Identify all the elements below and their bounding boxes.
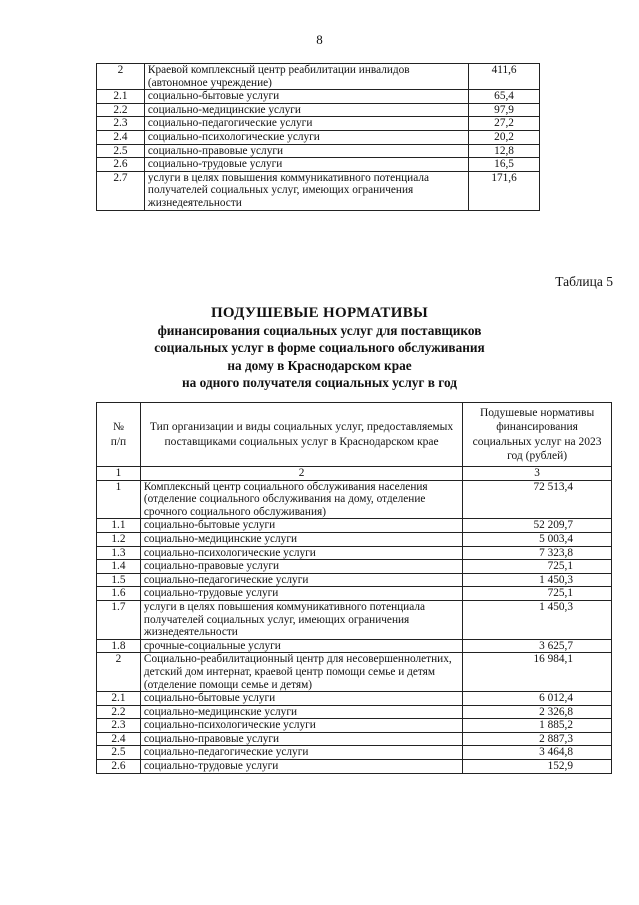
table-row: [97, 639, 612, 653]
row-name: социально-бытовые услуги: [140, 692, 462, 706]
header-type: Тип организации и виды социальных услуг, предоставляемых поставщиками социальных услуг в Краснодарском крае: [140, 403, 462, 467]
column-number: 2: [140, 467, 462, 481]
page-number: 8: [316, 32, 323, 47]
row-name: услуги в целях повышения коммуникативного потенциала получателей социальных услуг, имеющих ограничения жизнедеятельности: [144, 171, 468, 210]
row-name: социально-трудовые услуги: [140, 760, 462, 774]
row-name: социально-правовые услуги: [144, 144, 468, 158]
row-value: 152,9: [463, 760, 612, 774]
row-number: 2.6: [97, 158, 145, 172]
table-row: [97, 573, 612, 587]
table-row: [97, 144, 540, 158]
row-name: социально-психологические услуги: [140, 719, 462, 733]
row-name: Комплексный центр социального обслуживания населения (отделение социального обслуживания на дому, отделение срочного социального обслуживания): [140, 480, 462, 519]
row-number: 2.2: [97, 705, 141, 719]
column-number: 1: [97, 467, 141, 481]
row-number: 2.7: [97, 171, 145, 210]
header-row: [97, 403, 612, 467]
table-row: [97, 171, 540, 210]
row-name: социально-педагогические услуги: [144, 117, 468, 131]
row-value: 2 326,8: [463, 705, 612, 719]
row-number: 2.6: [97, 760, 141, 774]
table-row: [97, 653, 612, 692]
row-value: 6 012,4: [463, 692, 612, 706]
row-name: срочные-социальные услуги: [140, 639, 462, 653]
title-line-3: на дому в Краснодарском крае: [227, 357, 412, 373]
row-name: социально-бытовые услуги: [144, 90, 468, 104]
row-value: 5 003,4: [463, 532, 612, 546]
row-value: 2 887,3: [463, 732, 612, 746]
table-row: [97, 158, 540, 172]
row-value: 16 984,1: [463, 653, 612, 692]
row-value: 7 323,8: [463, 546, 612, 560]
row-number: 1.3: [97, 546, 141, 560]
row-value: 65,4: [469, 90, 540, 104]
table-row: [97, 746, 612, 760]
row-value: 411,6: [469, 64, 540, 90]
row-number: 1.5: [97, 573, 141, 587]
row-number: 2.1: [97, 90, 145, 104]
row-name: социально-бытовые услуги: [140, 519, 462, 533]
header-norm: Подушевые нормативы финансирования социальных услуг на 2023 год (рублей): [463, 403, 612, 467]
table-label: Таблица 5: [555, 274, 613, 289]
continued-table: [96, 63, 540, 211]
row-number: 2.4: [97, 732, 141, 746]
row-number: 1.7: [97, 600, 141, 639]
table-row: [97, 587, 612, 601]
row-value: 52 209,7: [463, 519, 612, 533]
row-number: 2.5: [97, 746, 141, 760]
table-row: [97, 600, 612, 639]
table-row: [97, 732, 612, 746]
table-row: [97, 130, 540, 144]
row-value: 3 464,8: [463, 746, 612, 760]
table-row: [97, 480, 612, 519]
row-name: социально-правовые услуги: [140, 732, 462, 746]
row-number: 2.2: [97, 103, 145, 117]
row-name: Краевой комплексный центр реабилитации инвалидов (автономное учреждение): [144, 64, 468, 90]
row-value: 1 885,2: [463, 719, 612, 733]
row-name: Социально-реабилитационный центр для несовершеннолетних, детский дом интернат, краевой центр помощи семье и детям (отделение помощи семье и детям): [140, 653, 462, 692]
row-name: социально-медицинские услуги: [140, 705, 462, 719]
row-name: социально-педагогические услуги: [140, 746, 462, 760]
title-line-1: финансирования социальных услуг для поставщиков: [157, 323, 482, 338]
norms-table: [96, 402, 612, 774]
row-value: 171,6: [469, 171, 540, 210]
row-number: 1: [97, 480, 141, 519]
title-line-2: социальных услуг в форме социального обслуживания: [154, 340, 485, 356]
row-number: 1.4: [97, 560, 141, 574]
row-value: 12,8: [469, 144, 540, 158]
row-number: 1.1: [97, 519, 141, 533]
table-row: [97, 692, 612, 706]
table-row: [97, 117, 540, 131]
row-value: 725,1: [463, 587, 612, 601]
table-row: [97, 90, 540, 104]
row-number: 2: [97, 64, 145, 90]
row-number: 2.4: [97, 130, 145, 144]
row-name: социально-трудовые услуги: [144, 158, 468, 172]
table-row: [97, 519, 612, 533]
row-number: 2.3: [97, 117, 145, 131]
row-value: 27,2: [469, 117, 540, 131]
title-main: ПОДУШЕВЫЕ НОРМАТИВЫ: [210, 305, 429, 321]
table-row: [97, 760, 612, 774]
row-name: услуги в целях повышения коммуникативного потенциала получателей социальных услуг, имеющих ограничения жизнедеятельности: [140, 600, 462, 639]
row-name: социально-педагогические услуги: [140, 573, 462, 587]
table-row: [97, 560, 612, 574]
table-row: [97, 64, 540, 90]
row-name: социально-трудовые услуги: [140, 587, 462, 601]
row-name: социально-медицинские услуги: [140, 532, 462, 546]
row-number: 2.1: [97, 692, 141, 706]
row-number: 1.6: [97, 587, 141, 601]
row-value: 1 450,3: [463, 573, 612, 587]
table-title: [0, 304, 639, 392]
table-row: [97, 103, 540, 117]
row-name: социально-психологические услуги: [144, 130, 468, 144]
column-number: 3: [463, 467, 612, 481]
row-number: 1.8: [97, 639, 141, 653]
row-value: 20,2: [469, 130, 540, 144]
row-number: 1.2: [97, 532, 141, 546]
row-value: 1 450,3: [463, 600, 612, 639]
table-row: [97, 705, 612, 719]
row-name: социально-психологические услуги: [140, 546, 462, 560]
column-number-row: [97, 467, 612, 481]
table-row: [97, 719, 612, 733]
row-value: 72 513,4: [463, 480, 612, 519]
row-name: социально-правовые услуги: [140, 560, 462, 574]
table-row: [97, 532, 612, 546]
header-num: № п/п: [97, 403, 141, 467]
title-line-4: на одного получателя социальных услуг в год: [181, 375, 458, 391]
row-value: 16,5: [469, 158, 540, 172]
row-value: 725,1: [463, 560, 612, 574]
row-number: 2.5: [97, 144, 145, 158]
row-number: 2: [97, 653, 141, 692]
row-value: 97,9: [469, 103, 540, 117]
row-name: социально-медицинские услуги: [144, 103, 468, 117]
row-value: 3 625,7: [463, 639, 612, 653]
row-number: 2.3: [97, 719, 141, 733]
table-row: [97, 546, 612, 560]
